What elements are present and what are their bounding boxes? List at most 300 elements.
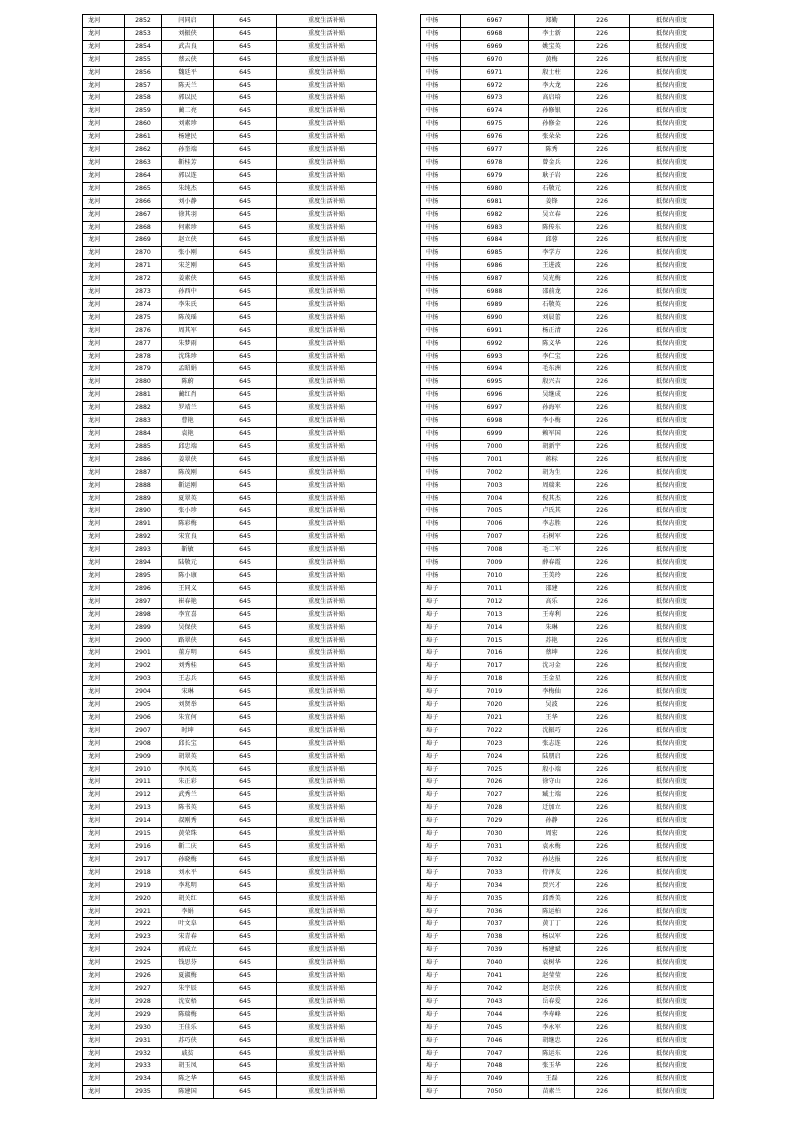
- table-row: [421, 918, 714, 931]
- table-row: [83, 505, 377, 518]
- amount-cell: 645: [214, 841, 277, 854]
- region-cell: 埠子: [421, 982, 461, 995]
- region-cell: 龙河: [83, 311, 125, 324]
- name-cell: 邵前龙: [529, 286, 575, 299]
- category-cell: 抵保内重度: [630, 505, 714, 518]
- category-cell: 抵保内重度: [630, 286, 714, 299]
- table-row: [83, 699, 377, 712]
- serial-cell: 7005: [461, 505, 529, 518]
- region-cell: 龙河: [83, 27, 125, 40]
- serial-cell: 6983: [461, 221, 529, 234]
- amount-cell: 645: [214, 40, 277, 53]
- name-cell: 臧士端: [529, 789, 575, 802]
- name-cell: 徐其羽: [162, 208, 214, 221]
- table-row: [83, 221, 377, 234]
- category-cell: 抵保内重度: [630, 337, 714, 350]
- table-row: [83, 841, 377, 854]
- amount-cell: 226: [575, 569, 630, 582]
- serial-cell: 6980: [461, 182, 529, 195]
- serial-cell: 2886: [125, 453, 162, 466]
- region-cell: 龙河: [83, 879, 125, 892]
- table-row: [83, 531, 377, 544]
- serial-cell: 2920: [125, 892, 162, 905]
- serial-cell: 7007: [461, 531, 529, 544]
- table-row: [83, 544, 377, 557]
- region-cell: 龙河: [83, 866, 125, 879]
- serial-cell: 2894: [125, 557, 162, 570]
- amount-cell: 645: [214, 737, 277, 750]
- serial-cell: 7031: [461, 841, 529, 854]
- amount-cell: 226: [575, 853, 630, 866]
- name-cell: 陈茂刚: [162, 466, 214, 479]
- region-cell: 中扬: [421, 221, 461, 234]
- table-row: [83, 79, 377, 92]
- serial-cell: 7006: [461, 518, 529, 531]
- category-cell: 重度生活补贴: [277, 53, 377, 66]
- category-cell: 重度生活补贴: [277, 479, 377, 492]
- category-cell: 抵保内重度: [630, 492, 714, 505]
- region-cell: 中扬: [421, 92, 461, 105]
- category-cell: 抵保内重度: [630, 479, 714, 492]
- serial-cell: 7027: [461, 789, 529, 802]
- name-cell: 李小梅: [529, 415, 575, 428]
- region-cell: 埠子: [421, 1060, 461, 1073]
- name-cell: 殷兴吉: [529, 376, 575, 389]
- serial-cell: 7012: [461, 595, 529, 608]
- table-row: [421, 621, 714, 634]
- serial-cell: 7037: [461, 918, 529, 931]
- serial-cell: 2933: [125, 1060, 162, 1073]
- amount-cell: 226: [575, 363, 630, 376]
- category-cell: 重度生活补贴: [277, 66, 377, 79]
- table-row: [421, 440, 714, 453]
- region-cell: 中扬: [421, 195, 461, 208]
- category-cell: 重度生活补贴: [277, 40, 377, 53]
- region-cell: 埠子: [421, 763, 461, 776]
- name-cell: 迁加立: [529, 802, 575, 815]
- table-row: [83, 763, 377, 776]
- region-cell: 埠子: [421, 1073, 461, 1086]
- category-cell: 重度生活补贴: [277, 815, 377, 828]
- table-row: [83, 208, 377, 221]
- amount-cell: 226: [575, 131, 630, 144]
- region-cell: 龙河: [83, 492, 125, 505]
- category-cell: 抵保内重度: [630, 389, 714, 402]
- name-cell: 石敬英: [529, 298, 575, 311]
- amount-cell: 226: [575, 428, 630, 441]
- serial-cell: 7018: [461, 673, 529, 686]
- name-cell: 高乐: [529, 595, 575, 608]
- table-row: [83, 402, 377, 415]
- name-cell: 李兆明: [162, 879, 214, 892]
- category-cell: 重度生活补贴: [277, 569, 377, 582]
- table-row: [83, 27, 377, 40]
- serial-cell: 7039: [461, 944, 529, 957]
- region-cell: 埠子: [421, 853, 461, 866]
- name-cell: 吴光梅: [529, 273, 575, 286]
- serial-cell: 2932: [125, 1047, 162, 1060]
- region-cell: 埠子: [421, 1086, 461, 1099]
- name-cell: 张小珍: [162, 505, 214, 518]
- serial-cell: 2885: [125, 440, 162, 453]
- table-row: [421, 79, 714, 92]
- name-cell: 陆朋启: [529, 750, 575, 763]
- serial-cell: 7040: [461, 957, 529, 970]
- table-row: [83, 711, 377, 724]
- name-cell: 姜翠侠: [162, 453, 214, 466]
- category-cell: 重度生活补贴: [277, 673, 377, 686]
- category-cell: 抵保内重度: [630, 195, 714, 208]
- table-row: [83, 518, 377, 531]
- serial-cell: 2890: [125, 505, 162, 518]
- category-cell: 重度生活补贴: [277, 828, 377, 841]
- name-cell: 陈之华: [162, 1073, 214, 1086]
- amount-cell: 226: [575, 634, 630, 647]
- table-row: [83, 92, 377, 105]
- name-cell: 蔺红肖: [162, 389, 214, 402]
- category-cell: 重度生活补贴: [277, 1086, 377, 1099]
- serial-cell: 2861: [125, 131, 162, 144]
- name-cell: 袁艳: [162, 428, 214, 441]
- table-row: [83, 905, 377, 918]
- serial-cell: 6981: [461, 195, 529, 208]
- name-cell: 胡为生: [529, 466, 575, 479]
- amount-cell: 645: [214, 569, 277, 582]
- amount-cell: 645: [214, 518, 277, 531]
- table-row: [421, 1034, 714, 1047]
- name-cell: 吴继成: [529, 389, 575, 402]
- category-cell: 抵保内重度: [630, 376, 714, 389]
- name-cell: 靳敏: [162, 544, 214, 557]
- serial-cell: 7042: [461, 982, 529, 995]
- serial-cell: 6973: [461, 92, 529, 105]
- amount-cell: 645: [214, 286, 277, 299]
- serial-cell: 2918: [125, 866, 162, 879]
- table-row: [83, 453, 377, 466]
- table-row: [421, 544, 714, 557]
- amount-cell: 226: [575, 389, 630, 402]
- table-row: [421, 208, 714, 221]
- table-row: [83, 428, 377, 441]
- serial-cell: 2854: [125, 40, 162, 53]
- amount-cell: 226: [575, 169, 630, 182]
- serial-cell: 2888: [125, 479, 162, 492]
- amount-cell: 645: [214, 750, 277, 763]
- amount-cell: 645: [214, 699, 277, 712]
- right-table-body: [421, 15, 714, 1099]
- serial-cell: 6990: [461, 311, 529, 324]
- serial-cell: 2898: [125, 608, 162, 621]
- amount-cell: 645: [214, 647, 277, 660]
- amount-cell: 645: [214, 634, 277, 647]
- category-cell: 抵保内重度: [630, 79, 714, 92]
- table-row: [421, 337, 714, 350]
- category-cell: 重度生活补贴: [277, 1034, 377, 1047]
- category-cell: 抵保内重度: [630, 92, 714, 105]
- category-cell: 抵保内重度: [630, 298, 714, 311]
- amount-cell: 226: [575, 402, 630, 415]
- category-cell: 抵保内重度: [630, 208, 714, 221]
- serial-cell: 2914: [125, 815, 162, 828]
- region-cell: 埠子: [421, 699, 461, 712]
- serial-cell: 2858: [125, 92, 162, 105]
- amount-cell: 226: [575, 118, 630, 131]
- category-cell: 抵保内重度: [630, 531, 714, 544]
- table-row: [421, 324, 714, 337]
- table-row: [83, 724, 377, 737]
- serial-cell: 7001: [461, 453, 529, 466]
- region-cell: 中扬: [421, 376, 461, 389]
- region-cell: 龙河: [83, 79, 125, 92]
- category-cell: 重度生活补贴: [277, 879, 377, 892]
- category-cell: 抵保内重度: [630, 673, 714, 686]
- serial-cell: 2865: [125, 182, 162, 195]
- category-cell: 抵保内重度: [630, 634, 714, 647]
- amount-cell: 645: [214, 582, 277, 595]
- amount-cell: 226: [575, 453, 630, 466]
- table-row: [421, 479, 714, 492]
- category-cell: 重度生活补贴: [277, 505, 377, 518]
- serial-cell: 6979: [461, 169, 529, 182]
- amount-cell: 645: [214, 324, 277, 337]
- name-cell: 贾兴才: [529, 879, 575, 892]
- category-cell: 重度生活补贴: [277, 118, 377, 131]
- table-row: [421, 1047, 714, 1060]
- serial-cell: 7011: [461, 582, 529, 595]
- amount-cell: 645: [214, 118, 277, 131]
- category-cell: 抵保内重度: [630, 156, 714, 169]
- region-cell: 埠子: [421, 608, 461, 621]
- table-row: [421, 982, 714, 995]
- region-cell: 龙河: [83, 118, 125, 131]
- region-cell: 龙河: [83, 195, 125, 208]
- region-cell: 龙河: [83, 841, 125, 854]
- serial-cell: 2895: [125, 569, 162, 582]
- category-cell: 重度生活补贴: [277, 182, 377, 195]
- table-row: [83, 621, 377, 634]
- region-cell: 中扬: [421, 234, 461, 247]
- serial-cell: 6978: [461, 156, 529, 169]
- table-row: [421, 15, 714, 28]
- category-cell: 重度生活补贴: [277, 789, 377, 802]
- category-cell: 抵保内重度: [630, 750, 714, 763]
- category-cell: 重度生活补贴: [277, 518, 377, 531]
- serial-cell: 6984: [461, 234, 529, 247]
- region-cell: 龙河: [83, 53, 125, 66]
- amount-cell: 645: [214, 247, 277, 260]
- table-row: [421, 995, 714, 1008]
- serial-cell: 2853: [125, 27, 162, 40]
- category-cell: 抵保内重度: [630, 453, 714, 466]
- table-row: [421, 350, 714, 363]
- serial-cell: 2859: [125, 105, 162, 118]
- table-row: [421, 273, 714, 286]
- name-cell: 胡继忠: [529, 1034, 575, 1047]
- table-row: [83, 156, 377, 169]
- region-cell: 龙河: [83, 918, 125, 931]
- region-cell: 龙河: [83, 970, 125, 983]
- region-cell: 中扬: [421, 324, 461, 337]
- amount-cell: 226: [575, 350, 630, 363]
- table-row: [421, 1021, 714, 1034]
- name-cell: 张小刚: [162, 247, 214, 260]
- table-row: [83, 350, 377, 363]
- table-row: [421, 686, 714, 699]
- serial-cell: 2863: [125, 156, 162, 169]
- serial-cell: 7002: [461, 466, 529, 479]
- name-cell: 蔡云侠: [162, 53, 214, 66]
- amount-cell: 226: [575, 621, 630, 634]
- table-row: [83, 492, 377, 505]
- serial-cell: 7033: [461, 866, 529, 879]
- serial-cell: 6996: [461, 389, 529, 402]
- serial-cell: 7021: [461, 711, 529, 724]
- amount-cell: 226: [575, 995, 630, 1008]
- category-cell: 抵保内重度: [630, 557, 714, 570]
- region-cell: 中扬: [421, 544, 461, 557]
- name-cell: 邱长宝: [162, 737, 214, 750]
- serial-cell: 2860: [125, 118, 162, 131]
- category-cell: 重度生活补贴: [277, 634, 377, 647]
- category-cell: 抵保内重度: [630, 428, 714, 441]
- name-cell: 侍泽友: [529, 866, 575, 879]
- region-cell: 埠子: [421, 828, 461, 841]
- amount-cell: 645: [214, 27, 277, 40]
- region-cell: 埠子: [421, 815, 461, 828]
- category-cell: 重度生活补贴: [277, 15, 377, 28]
- amount-cell: 645: [214, 711, 277, 724]
- serial-cell: 7046: [461, 1034, 529, 1047]
- name-cell: 郭以连: [162, 169, 214, 182]
- table-row: [83, 931, 377, 944]
- table-row: [83, 260, 377, 273]
- amount-cell: 226: [575, 221, 630, 234]
- category-cell: 抵保内重度: [630, 350, 714, 363]
- amount-cell: 226: [575, 647, 630, 660]
- name-cell: 朱宜何: [162, 711, 214, 724]
- amount-cell: 645: [214, 970, 277, 983]
- name-cell: 叶文阜: [162, 918, 214, 931]
- amount-cell: 645: [214, 776, 277, 789]
- name-cell: 钱思芬: [162, 957, 214, 970]
- name-cell: 陈小康: [162, 569, 214, 582]
- region-cell: 龙河: [83, 1060, 125, 1073]
- table-row: [421, 582, 714, 595]
- name-cell: 卢氏其: [529, 505, 575, 518]
- table-row: [83, 1073, 377, 1086]
- name-cell: 毛东洲: [529, 363, 575, 376]
- serial-cell: 2909: [125, 750, 162, 763]
- category-cell: 抵保内重度: [630, 144, 714, 157]
- region-cell: 龙河: [83, 389, 125, 402]
- serial-cell: 2896: [125, 582, 162, 595]
- name-cell: 薛春霞: [529, 557, 575, 570]
- category-cell: 抵保内重度: [630, 569, 714, 582]
- name-cell: 石敬元: [529, 182, 575, 195]
- serial-cell: 6988: [461, 286, 529, 299]
- serial-cell: 2873: [125, 286, 162, 299]
- amount-cell: 226: [575, 608, 630, 621]
- table-row: [83, 440, 377, 453]
- name-cell: 孙修银: [529, 105, 575, 118]
- table-row: [421, 608, 714, 621]
- name-cell: 姚宝英: [529, 40, 575, 53]
- amount-cell: 645: [214, 595, 277, 608]
- category-cell: 抵保内重度: [630, 260, 714, 273]
- serial-cell: 7010: [461, 569, 529, 582]
- category-cell: 抵保内重度: [630, 789, 714, 802]
- name-cell: 董方明: [162, 647, 214, 660]
- region-cell: 龙河: [83, 273, 125, 286]
- amount-cell: 226: [575, 53, 630, 66]
- serial-cell: 2929: [125, 1008, 162, 1021]
- region-cell: 埠子: [421, 970, 461, 983]
- category-cell: 抵保内重度: [630, 40, 714, 53]
- region-cell: 中扬: [421, 337, 461, 350]
- category-cell: 重度生活补贴: [277, 131, 377, 144]
- table-row: [421, 466, 714, 479]
- region-cell: 中扬: [421, 402, 461, 415]
- table-row: [83, 415, 377, 428]
- serial-cell: 6968: [461, 27, 529, 40]
- region-cell: 埠子: [421, 582, 461, 595]
- serial-cell: 2923: [125, 931, 162, 944]
- serial-cell: 7044: [461, 1008, 529, 1021]
- region-cell: 龙河: [83, 1073, 125, 1086]
- serial-cell: 7028: [461, 802, 529, 815]
- name-cell: 郭成立: [162, 944, 214, 957]
- name-cell: 陈彩梅: [162, 518, 214, 531]
- region-cell: 龙河: [83, 634, 125, 647]
- name-cell: 沈安梧: [162, 995, 214, 1008]
- region-cell: 埠子: [421, 660, 461, 673]
- category-cell: 抵保内重度: [630, 234, 714, 247]
- name-cell: 靳运刚: [162, 479, 214, 492]
- name-cell: 赵宗侠: [529, 982, 575, 995]
- region-cell: 埠子: [421, 750, 461, 763]
- region-cell: 埠子: [421, 918, 461, 931]
- region-cell: 龙河: [83, 169, 125, 182]
- table-row: [421, 828, 714, 841]
- table-row: [421, 1073, 714, 1086]
- category-cell: 抵保内重度: [630, 828, 714, 841]
- category-cell: 重度生活补贴: [277, 247, 377, 260]
- category-cell: 重度生活补贴: [277, 27, 377, 40]
- serial-cell: 2901: [125, 647, 162, 660]
- serial-cell: 2871: [125, 260, 162, 273]
- region-cell: 埠子: [421, 892, 461, 905]
- table-row: [421, 879, 714, 892]
- serial-cell: 2877: [125, 337, 162, 350]
- name-cell: 王寿利: [529, 608, 575, 621]
- category-cell: 重度生活补贴: [277, 324, 377, 337]
- amount-cell: 645: [214, 79, 277, 92]
- amount-cell: 645: [214, 273, 277, 286]
- serial-cell: 6967: [461, 15, 529, 28]
- table-row: [83, 479, 377, 492]
- category-cell: 抵保内重度: [630, 711, 714, 724]
- amount-cell: 226: [575, 711, 630, 724]
- category-cell: 重度生活补贴: [277, 647, 377, 660]
- category-cell: 重度生活补贴: [277, 105, 377, 118]
- amount-cell: 645: [214, 156, 277, 169]
- table-row: [421, 763, 714, 776]
- region-cell: 龙河: [83, 595, 125, 608]
- region-cell: 龙河: [83, 286, 125, 299]
- category-cell: 抵保内重度: [630, 466, 714, 479]
- category-cell: 重度生活补贴: [277, 1008, 377, 1021]
- category-cell: 抵保内重度: [630, 1073, 714, 1086]
